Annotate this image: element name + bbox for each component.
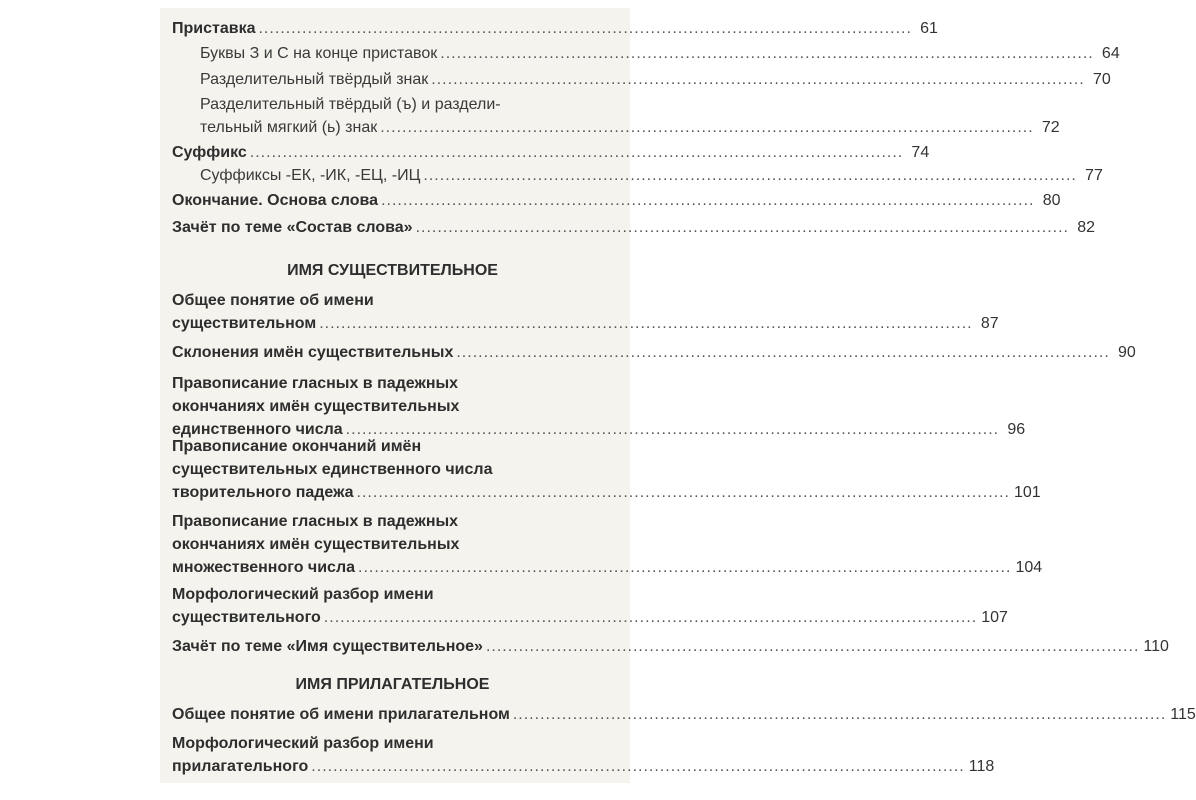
toc-entry-title-line: тельный мягкий (ь) знак xyxy=(200,119,378,136)
toc-entry-row xyxy=(172,141,930,164)
toc-entry-row xyxy=(172,556,1043,579)
page-number: 104 xyxy=(1015,559,1043,576)
page-number: 74 xyxy=(911,144,930,161)
toc-entry-title-line: Зачёт по теме «Состав слова» xyxy=(172,219,413,236)
toc-entry[interactable] xyxy=(200,93,1060,139)
toc-entry[interactable] xyxy=(172,289,999,335)
toc-entry-title-line: существительных единственного числа xyxy=(172,461,493,478)
toc-entry-row xyxy=(172,17,938,40)
toc-entry-row xyxy=(200,68,1111,91)
dot-leader: ........................................................................................................................ xyxy=(415,219,1069,236)
toc-entry[interactable] xyxy=(172,703,1196,726)
dot-leader: ........................................................................................................................ xyxy=(423,167,1077,184)
page-number: 87 xyxy=(980,315,999,332)
page-number: 115 xyxy=(1170,706,1196,723)
section-heading: ИМЯ СУЩЕСТВИТЕЛЬНОЕ xyxy=(287,262,498,279)
toc-entry-title-line: Окончание. Основа слова xyxy=(172,192,379,209)
toc-entry-title-line: Склонения имён существительных xyxy=(172,344,454,361)
dot-leader: ........................................................................................................................ xyxy=(380,119,1034,136)
dot-leader: ........................................................................................................................ xyxy=(512,706,1167,723)
toc-entry-row xyxy=(172,703,1196,726)
dot-leader: ........................................................................................................................ xyxy=(456,344,1110,361)
page-number: 101 xyxy=(1013,484,1041,501)
toc-entry-title-line: Морфологический разбор имени xyxy=(172,586,434,603)
page-number: 64 xyxy=(1101,45,1120,62)
toc-entry[interactable] xyxy=(172,141,930,164)
toc-entry-row xyxy=(172,341,1136,364)
toc-entry-title-line: Буквы З и С на конце приставок xyxy=(200,45,438,62)
page-number: 77 xyxy=(1085,167,1103,184)
page-number: 70 xyxy=(1092,71,1111,88)
toc-entry[interactable] xyxy=(172,435,1041,504)
toc-entry-title-line: Правописание гласных в падежных xyxy=(172,375,459,392)
toc-entry-title-line: Правописание окончаний имён xyxy=(172,438,422,455)
dot-leader: ........................................................................................................................ xyxy=(258,20,912,37)
section-heading: ИМЯ ПРИЛАГАТЕЛЬНОЕ xyxy=(295,676,490,693)
toc-entry-title-line: Разделительный твёрдый (ъ) и раздели- xyxy=(200,96,501,113)
toc-entry-title-line: Разделительный твёрдый знак xyxy=(200,71,429,88)
page-number: 110 xyxy=(1143,638,1169,655)
toc-entry[interactable] xyxy=(172,189,1061,212)
page-number: 80 xyxy=(1042,192,1061,209)
toc-entry-title-line: творительного падежа xyxy=(172,484,354,501)
toc-entry[interactable] xyxy=(172,17,938,40)
toc-entry[interactable] xyxy=(172,372,1026,441)
dot-leader: ........................................................................................................................ xyxy=(356,484,1010,501)
toc-entry[interactable] xyxy=(172,341,1136,364)
toc-entry-title-line: Общее понятие об имени xyxy=(172,292,374,309)
dot-leader: ........................................................................................................................ xyxy=(319,315,973,332)
toc-entry-title-line: Приставка xyxy=(172,20,256,37)
page-number: 90 xyxy=(1118,344,1136,361)
dot-leader: ........................................................................................................................ xyxy=(381,192,1035,209)
toc-entry-row xyxy=(172,606,1008,629)
toc-entry[interactable] xyxy=(200,42,1120,65)
dot-leader: ........................................................................................................................ xyxy=(345,421,1000,438)
dot-leader: ........................................................................................................................ xyxy=(431,71,1085,88)
toc-entry[interactable] xyxy=(200,164,1103,187)
toc-entry-title-line: окончаниях имён существительных xyxy=(172,536,460,553)
toc-entry-title-line: Общее понятие об имени прилагательном xyxy=(172,706,510,723)
toc-entry-row xyxy=(172,635,1169,658)
toc-entry[interactable] xyxy=(172,583,1008,629)
toc-entry-title-line: Правописание гласных в падежных xyxy=(172,513,459,530)
toc-entry-title-line: существительного xyxy=(172,609,321,626)
toc-entry-title-line: прилагательного xyxy=(172,758,309,775)
toc-entry-row xyxy=(172,216,1095,239)
toc-entry-title-line: единственного числа xyxy=(172,421,343,438)
page-number: 96 xyxy=(1007,421,1026,438)
toc-entry[interactable] xyxy=(172,732,995,778)
toc-entry-row xyxy=(172,481,1041,504)
toc-entry-title-line: Морфологический разбор имени xyxy=(172,735,434,752)
page-number: 82 xyxy=(1077,219,1095,236)
dot-leader: ........................................................................................................................ xyxy=(311,758,965,775)
page-number: 107 xyxy=(981,609,1008,626)
toc-entry[interactable] xyxy=(172,510,1043,579)
toc-entry-row xyxy=(172,189,1061,212)
toc-entry[interactable] xyxy=(172,216,1095,239)
toc-entry[interactable] xyxy=(200,68,1111,91)
page-number: 61 xyxy=(920,20,938,37)
dot-leader: ........................................................................................................................ xyxy=(440,45,1094,62)
toc-entry-row xyxy=(200,164,1103,187)
toc-entry-title-line: Суффикс xyxy=(172,144,247,161)
toc-entry-row xyxy=(200,116,1060,139)
page-number: 118 xyxy=(968,758,995,775)
toc-entry-row xyxy=(200,42,1120,65)
toc-entry-row xyxy=(172,312,999,335)
toc-entry-title-line: Суффиксы -ЕК, -ИК, -ЕЦ, -ИЦ xyxy=(200,167,421,184)
page-number: 72 xyxy=(1041,119,1060,136)
toc-entry-title-line: множественного числа xyxy=(172,559,355,576)
dot-leader: ........................................................................................................................ xyxy=(249,144,904,161)
toc-entry-title-line: Зачёт по теме «Имя существительное» xyxy=(172,638,483,655)
dot-leader: ........................................................................................................................ xyxy=(485,638,1140,655)
dot-leader: ........................................................................................................................ xyxy=(358,559,1012,576)
toc-entry-title-line: окончаниях имён существительных xyxy=(172,398,460,415)
toc-entry[interactable] xyxy=(172,635,1169,658)
toc-entry-row xyxy=(172,755,995,778)
toc-entry-title-line: существительном xyxy=(172,315,317,332)
dot-leader: ........................................................................................................................ xyxy=(323,609,978,626)
